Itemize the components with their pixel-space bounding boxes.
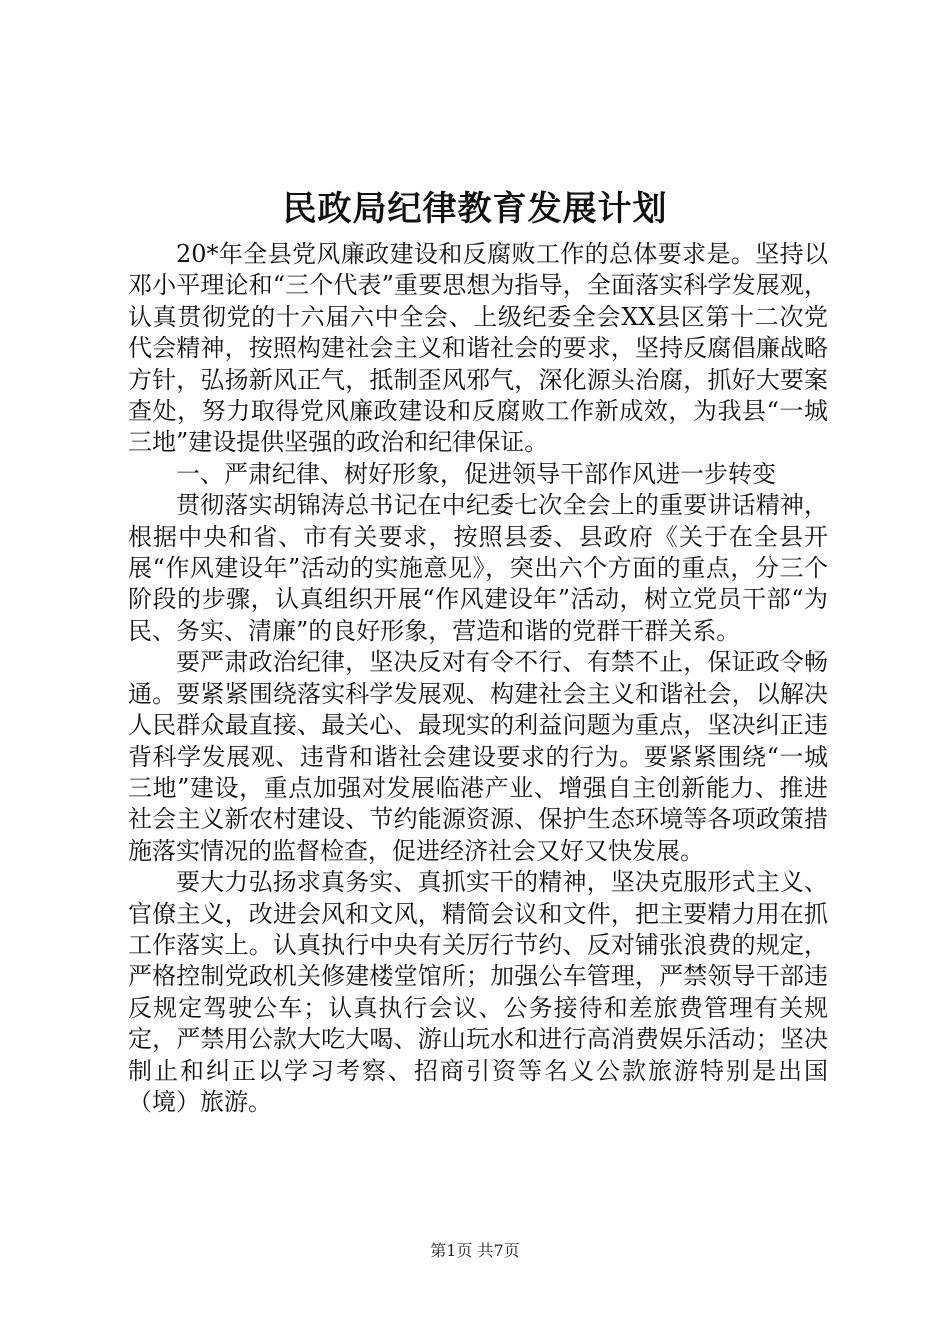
paragraph-pragmatic-spirit: 要大力弘扬求真务实、真抓实干的精神，坚决克服形式主义、官僚主义，改进会风和文风，精简会议和文件，把主要精力用在抓工作落实上。认真执行中央有关厉行节约、反对铺张浪费的规定，严格控制党政机关修建楼堂馆所；加强公车管理，严禁领导干部违反规定驾驶公车；认真执行会议、公务接待和差旅费管理有关规定，严禁用公款大吃大喝、游山玩水和进行高消费娱乐活动；坚决制止和纠正以学习考察、招商引资等名义公款旅游特别是出国（境）旅游。: [128, 868, 828, 1116]
section-heading-1: 一、严肃纪律、树好形象，促进领导干部作风进一步转变: [176, 459, 776, 488]
document-title: 民政局纪律教育发展计划: [282, 189, 668, 229]
document-body: [128, 239, 828, 1118]
paragraph-style-campaign: 贯彻落实胡锦涛总书记在中纪委七次全会上的重要讲话精神，根据中央和省、市有关要求，按照县委、县政府《关于在全县开展“作风建设年”活动的实施意见》，突出六个方面的重点，分三个阶段的步骤，认真组织开展“作风建设年”活动，树立党员干部“为民、务实、清廉”的良好形象，营造和谐的党群干群关系。: [128, 491, 828, 645]
page-number-footer: 第1页 共7页: [430, 1241, 520, 1260]
paragraph-intro: 20*年全县党风廉政建设和反腐败工作的总体要求是。坚持以邓小平理论和“三个代表”重要思想为指导，全面落实科学发展观，认真贯彻党的十六届六中全会、上级纪委全会XX县区第十二次党代会精神，按照构建社会主义和谐社会的要求，坚持反腐倡廉战略方针，弘扬新风正气，抵制歪风邪气，深化源头治腐，抓好大要案查处，努力取得党风廉政建设和反腐败工作新成效，为我县“一城三地”建设提供坚强的政治和纪律保证。: [128, 240, 828, 457]
paragraph-political-discipline: 要严肃政治纪律，坚决反对有令不行、有禁不止，保证政令畅通。要紧紧围绕落实科学发展观、构建社会主义和谐社会，以解决人民群众最直接、最关心、最现实的利益问题为重点，坚决纠正违背科学发展观、违背和谐社会建设要求的行为。要紧紧围绕“一城三地”建设，重点加强对发展临港产业、增强自主创新能力、推进社会主义新农村建设、节约能源资源、保护生态环境等各项政策措施落实情况的监督检查，促进经济社会又好又快发展。: [128, 648, 828, 865]
